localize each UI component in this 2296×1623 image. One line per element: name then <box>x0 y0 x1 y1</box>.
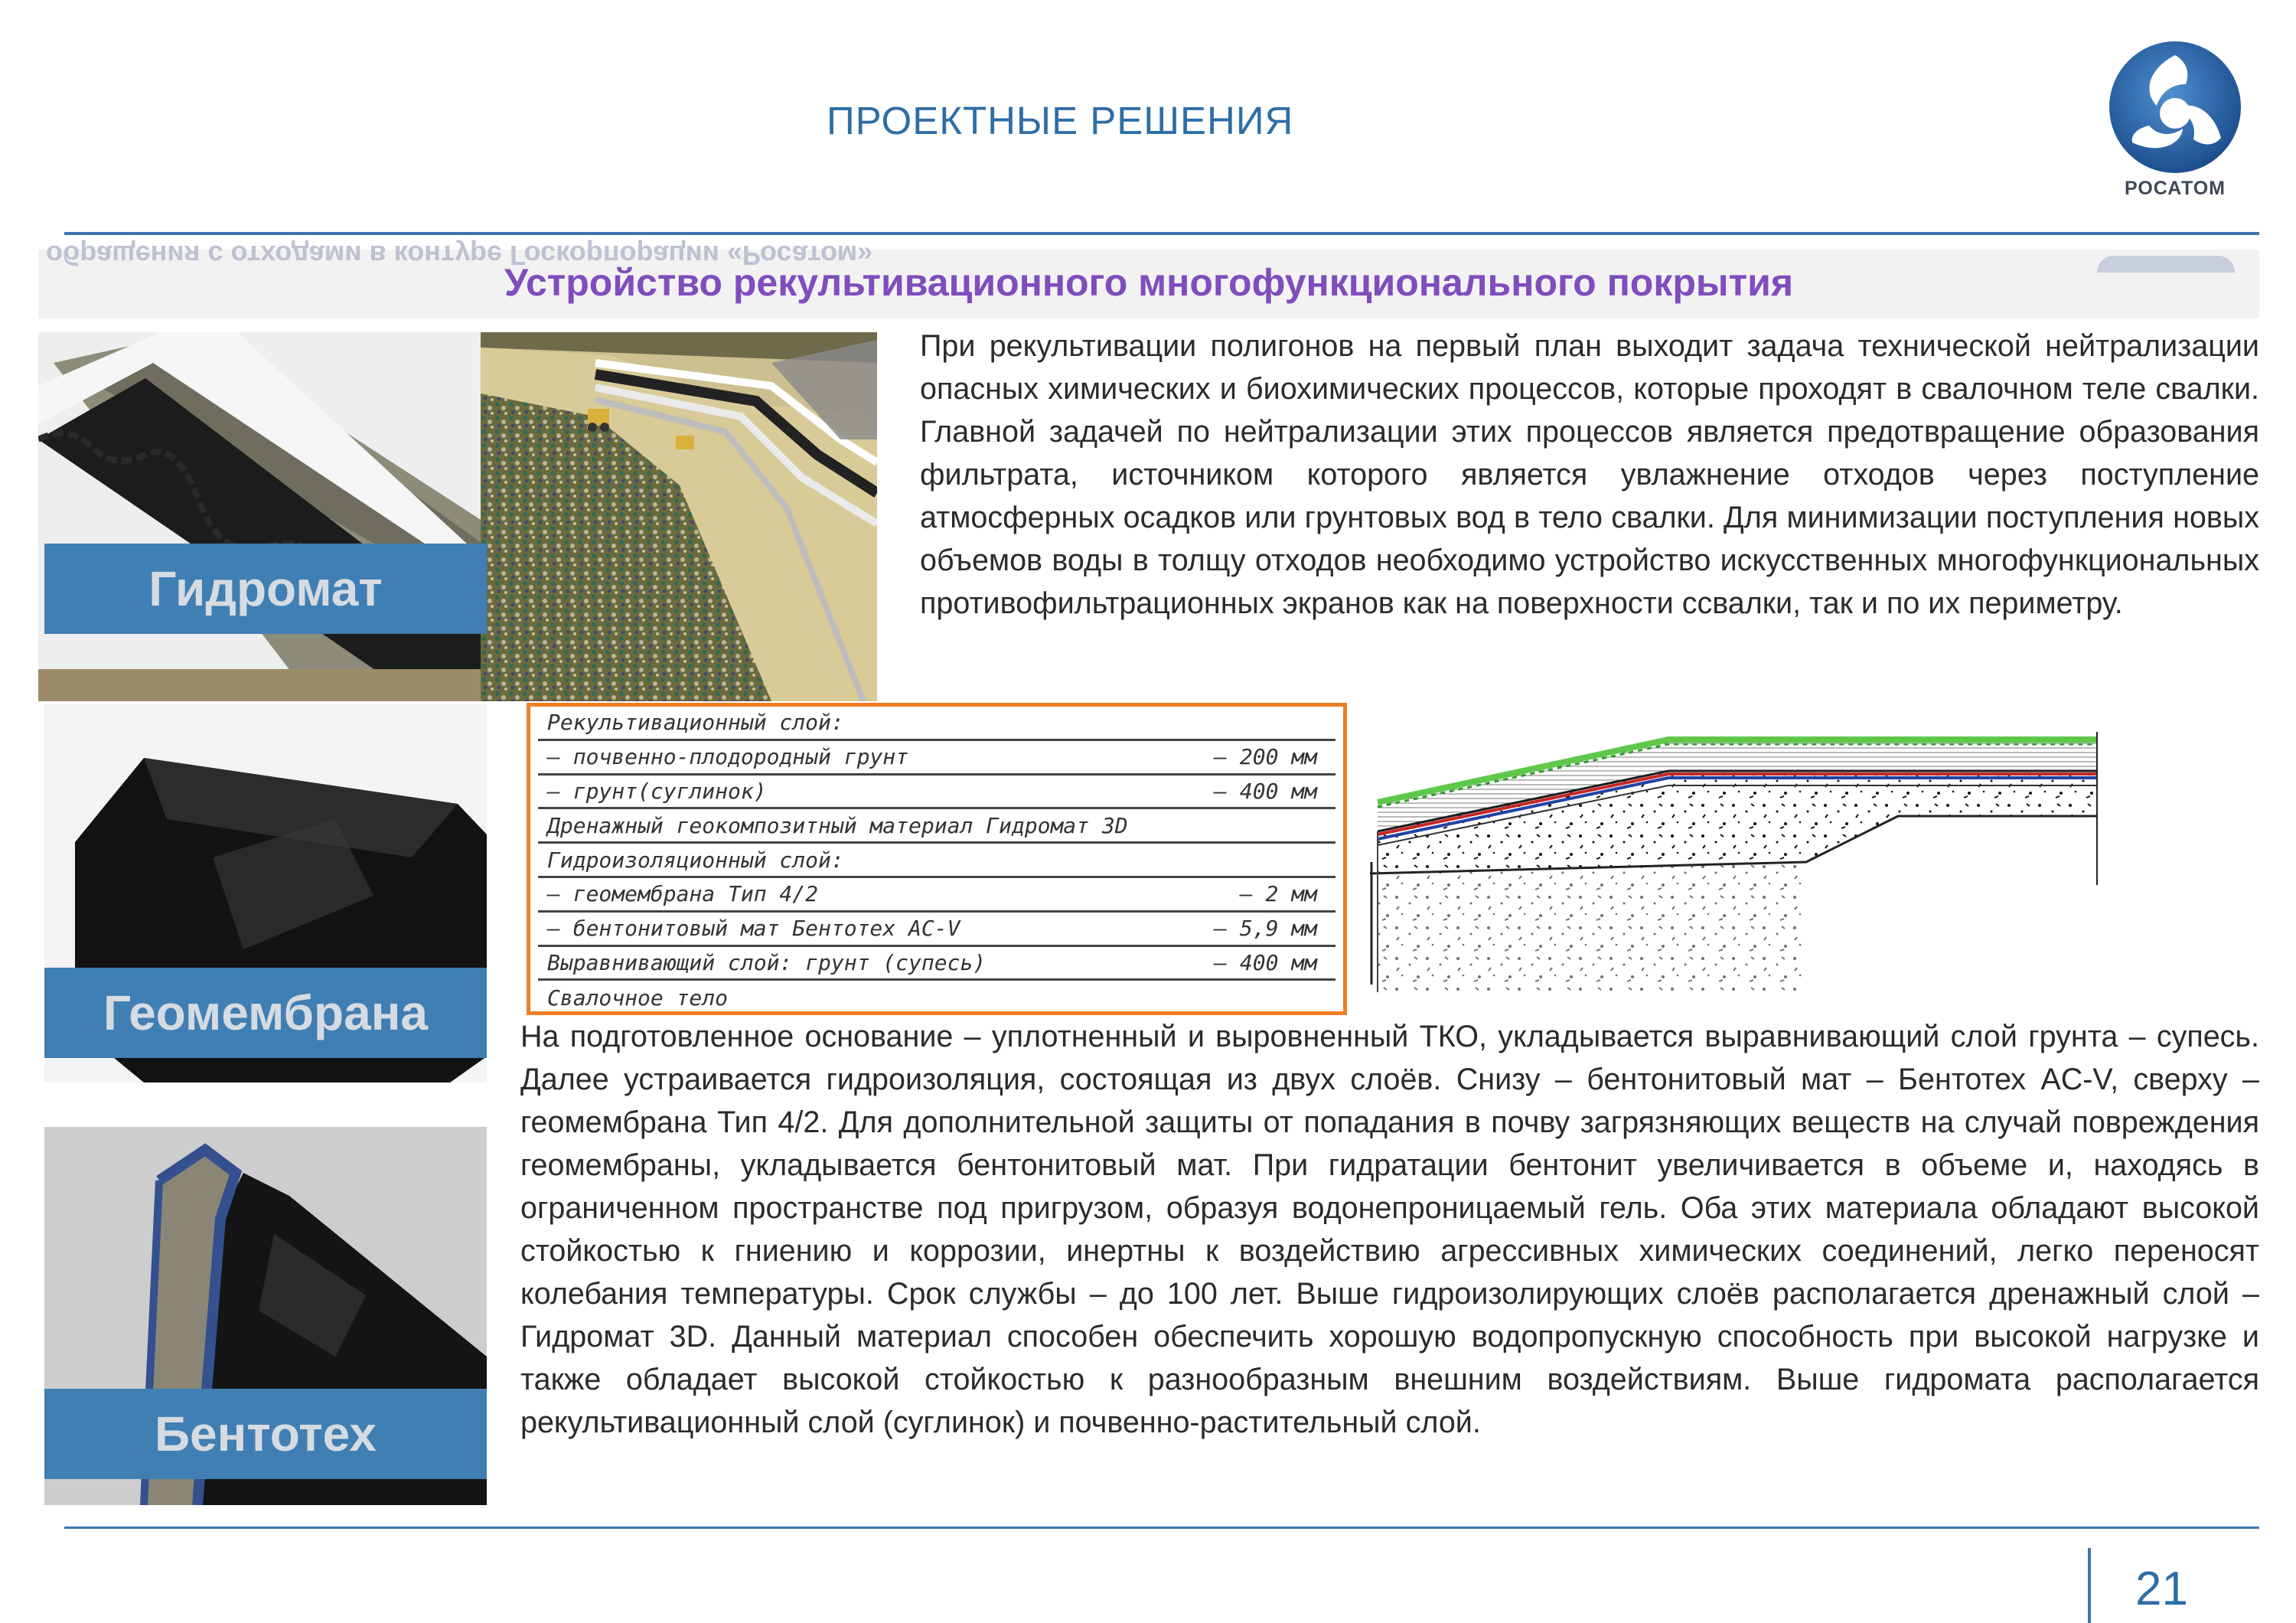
layer-row <box>538 947 1336 981</box>
label-hydromat: Гидромат <box>44 544 487 634</box>
section-subtitle: Устройство рекультивационного многофункционального покрытия <box>504 261 1793 304</box>
layer-value: – 400 мм <box>1214 778 1317 804</box>
label-geomembrane: Геомембрана <box>44 968 487 1058</box>
layer-name: Дренажный геокомпозитный материал Гидромат 3D <box>547 812 1128 838</box>
page-number-divider <box>2088 1548 2091 1623</box>
atom-logo-icon <box>2106 38 2244 176</box>
layer-name: Выравнивающий слой: грунт (супесь) <box>547 949 987 975</box>
layer-value: – 200 мм <box>1214 744 1317 770</box>
intro-paragraph: При рекультивации полигонов на первый план выходит задача технической нейтрализации опасных химических и биохимических процессов, которые проходят в свалочном теле свалки. Главной задачей по нейтрализации этих процессов является предотвращение образования фильтрата, источником которого является увлажнение отходов через поступление атмосферных осадков или грунтовых вод в тело свалки. Для минимизации поступления новых объемов воды в толщу отходов необходимо устройство искусственных многофункциональных противофильтрационных экранов как на поверхности ссвалки, так и по их периметру. <box>920 329 2259 620</box>
logo-text: РОСАТОМ <box>2125 178 2226 199</box>
header-divider <box>64 232 2259 235</box>
page-title: ПРОЕКТНЫЕ РЕШЕНИЯ <box>827 99 1294 142</box>
hydromat-photo <box>38 332 487 701</box>
layer-name: – геомембрана Тип 4/2 <box>547 881 819 907</box>
layer-row <box>538 776 1336 810</box>
layer-name: Гидроизоляционный слой: <box>547 847 844 873</box>
layer-name: Рекультивационный слой: <box>547 710 844 736</box>
layers-table <box>527 703 1347 1015</box>
cover-cross-section-diagram <box>1362 709 2128 992</box>
description-paragraph: На подготовленное основание – уплотненный и выровненный ТКО, укладывается выравнивающий слой грунта – супесь. Далее устраивается гидроизоляция, состоящая из двух слоёв. Снизу – бентонитовый мат – Бентотех AC-V, сверху – геомембрана Тип 4/2. Для дополнительной защиты от попадания в почву загрязняющих веществ на случай повреждения геомембраны, укладывается бентонитовый мат. При гидратации бентонит увеличивается в объеме и, находясь в ограниченном пространстве под пригрузом, образуя водонепроницаемый гель. Оба этих материала обладают высокой стойкостью к гниению и коррозии, инертны к воздействию агрессивных химических соединений, легко переносят колебания температуры. Срок службы – до 100 лет. Выше гидроизолирующих слоёв располагается дренажный слой – Гидромат 3D. Данный материал способен обеспечить хорошую водопропускную способность при высокой нагрузке и также обладает высокой стойкостью к разнообразным внешним воздействиям. Выше гидромата располагается рекультивационный слой (суглинок) и почвенно-растительный слой. <box>520 1020 2259 1439</box>
layer-row <box>538 844 1336 878</box>
landfill-scene-photo <box>481 332 877 701</box>
layer-row <box>538 913 1336 947</box>
layer-value: – 2 мм <box>1239 881 1317 907</box>
layer-row <box>538 981 1336 1015</box>
page-number: 21 <box>2135 1563 2188 1615</box>
layer-row <box>538 741 1336 776</box>
layer-row <box>538 707 1336 741</box>
layer-name: – бентонитовый мат Бентотех AC-V <box>547 916 960 942</box>
label-bentotex: Бентотех <box>44 1389 487 1479</box>
layer-value: – 5,9 мм <box>1214 916 1317 942</box>
mirrored-ghost-text: обращения с отходами в контуре Госкорпорации «Росатом» <box>46 240 873 271</box>
layer-name: – почвенно-плодородный грунт <box>547 744 909 770</box>
layer-value: – 400 мм <box>1214 949 1317 975</box>
layer-name: – грунт(суглинок) <box>547 778 767 804</box>
layer-name: Свалочное тело <box>547 985 729 1011</box>
layer-row <box>538 809 1336 844</box>
layer-row <box>538 878 1336 913</box>
footer-divider <box>64 1527 2259 1529</box>
